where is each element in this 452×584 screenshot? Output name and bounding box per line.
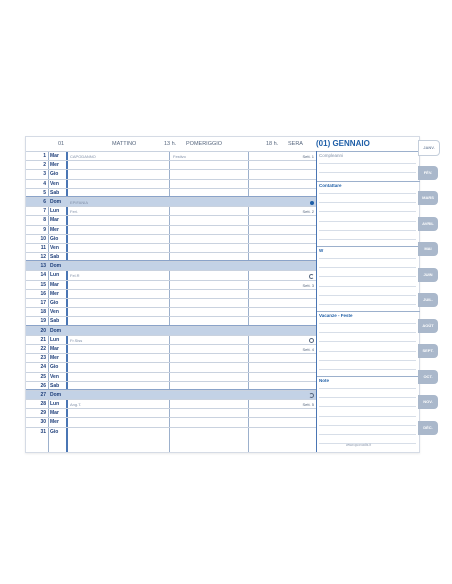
section-w: [317, 246, 420, 312]
writing-line: [319, 351, 416, 352]
writing-line: [319, 267, 416, 268]
day-saint: Feri.: [70, 209, 78, 215]
day-row[interactable]: [26, 280, 316, 289]
writing-line: [319, 276, 416, 277]
week-number: Sett. 4: [302, 346, 314, 352]
day-row[interactable]: [26, 270, 316, 279]
month-tab[interactable]: MARS: [418, 191, 438, 205]
month-tab[interactable]: JUIN: [418, 268, 438, 282]
day-name: Ven: [50, 309, 59, 316]
day-saint: Fel.R: [70, 273, 80, 279]
day-row[interactable]: [26, 408, 316, 417]
day-number: 12: [40, 254, 46, 261]
day-row[interactable]: [26, 188, 316, 197]
day-row[interactable]: [26, 243, 316, 252]
header-pomeriggio: POMERIGGIO: [186, 141, 223, 147]
day-number: 4: [43, 180, 46, 187]
day-number: 29: [40, 410, 46, 417]
day-number: 26: [40, 382, 46, 389]
day-number: 20: [40, 327, 46, 334]
day-row[interactable]: [26, 381, 316, 390]
day-number: 25: [40, 373, 46, 380]
month-title: (01) GENNAIO: [316, 139, 370, 148]
day-row[interactable]: [26, 326, 316, 335]
contattare-label: Contattare: [319, 183, 342, 188]
day-row[interactable]: [26, 362, 316, 371]
day-name: Gio: [50, 300, 59, 306]
day-name: Lun: [50, 208, 60, 215]
header-sera: SERA: [288, 141, 303, 147]
day-row[interactable]: [26, 215, 316, 224]
month-tab[interactable]: AOÛT: [418, 319, 438, 333]
vacanze-label: Vacanze - Feste: [319, 313, 353, 318]
writing-line: [319, 202, 416, 203]
month-tab[interactable]: SEPT.: [418, 344, 438, 358]
day-row[interactable]: [26, 298, 316, 307]
day-name: Mar: [50, 345, 59, 352]
day-name: Gio: [50, 235, 59, 242]
day-name: Gio: [50, 364, 59, 371]
day-row[interactable]: [26, 316, 316, 325]
day-row[interactable]: [26, 399, 316, 408]
writing-line: [319, 332, 416, 333]
month-tab[interactable]: AVRIL: [418, 217, 438, 231]
day-number: 24: [40, 364, 46, 371]
day-number: 11: [40, 244, 46, 251]
writing-line: [319, 360, 416, 361]
day-number: 17: [40, 300, 46, 306]
day-number: 14: [40, 272, 46, 279]
day-number: 1: [43, 153, 46, 159]
day-row[interactable]: [26, 261, 316, 270]
day-name: Dom: [50, 327, 62, 334]
day-number: 10: [40, 235, 46, 242]
month-tab[interactable]: OCT.: [418, 370, 438, 384]
day-row[interactable]: [26, 372, 316, 381]
writing-line: [319, 286, 416, 287]
day-row[interactable]: [26, 335, 316, 344]
day-name: Mar: [50, 410, 59, 417]
week-number: Sett. 5: [302, 402, 314, 408]
day-name: Mer: [50, 290, 59, 297]
day-name: Mar: [50, 153, 59, 159]
day-number: 3: [43, 171, 46, 178]
day-number: 30: [40, 419, 46, 426]
day-name: Dom: [50, 198, 62, 205]
day-number: 23: [40, 355, 46, 362]
day-number: 31: [40, 428, 46, 435]
writing-line: [319, 341, 416, 342]
writing-line: [319, 425, 416, 426]
day-row[interactable]: [26, 417, 316, 426]
day-row[interactable]: [26, 252, 316, 261]
day-number: 16: [40, 290, 46, 297]
section-compleanni: [317, 151, 420, 182]
day-number: 28: [40, 401, 46, 408]
day-number: 6: [43, 198, 46, 205]
day-number: 9: [43, 226, 46, 233]
day-number: 13: [40, 263, 46, 270]
header-18h: 18 h.: [266, 141, 279, 147]
day-number: 5: [43, 189, 46, 196]
day-name: Dom: [50, 263, 62, 270]
week-number: Sett. 3: [302, 282, 314, 288]
writing-line: [319, 258, 416, 259]
day-row[interactable]: [26, 225, 316, 234]
day-extra: Festivo: [173, 154, 186, 159]
month-tab[interactable]: FÉV.: [418, 166, 438, 180]
day-name: Mer: [50, 162, 59, 169]
footer-url: www.quovadis.it: [346, 443, 372, 447]
writing-line: [319, 163, 416, 164]
day-row[interactable]: [26, 169, 316, 178]
w-label: W: [319, 248, 324, 253]
day-row[interactable]: [26, 353, 316, 362]
day-row[interactable]: [26, 179, 316, 188]
day-row[interactable]: [26, 234, 316, 243]
note-label: Note: [319, 378, 329, 383]
days-grid: [26, 151, 316, 436]
writing-line: [319, 295, 416, 296]
day-name: Mer: [50, 419, 59, 426]
month-tab[interactable]: JANV.: [418, 140, 440, 156]
day-name: Gio: [50, 428, 59, 435]
day-row[interactable]: [26, 390, 316, 399]
writing-line: [319, 221, 416, 222]
week-number: Sett. 1: [302, 154, 314, 159]
day-saint: Fr.Siss: [70, 337, 83, 343]
day-name: Mer: [50, 355, 59, 362]
section-contattare: [317, 181, 420, 247]
day-number: 22: [40, 345, 46, 352]
header-13h: 13 h.: [164, 141, 177, 147]
writing-line: [319, 388, 416, 389]
section-note: [317, 376, 420, 453]
writing-line: [319, 416, 416, 417]
day-name: Gio: [50, 171, 59, 178]
day-name: Sab: [50, 318, 60, 325]
day-number: 15: [40, 281, 46, 288]
day-row[interactable]: [26, 151, 316, 160]
day-name: Ven: [50, 180, 59, 187]
day-number: 27: [40, 391, 46, 398]
writing-line: [319, 239, 416, 240]
week-number: Sett. 2: [302, 209, 314, 215]
writing-line: [319, 323, 416, 324]
day-row[interactable]: [26, 427, 316, 436]
day-name: Sab: [50, 189, 60, 196]
header-month-number: 01: [58, 141, 65, 147]
day-number: 19: [40, 318, 46, 325]
writing-line: [319, 397, 416, 398]
writing-line: [319, 434, 416, 435]
writing-line: [319, 230, 416, 231]
day-saint: EPIFANIA: [70, 199, 89, 205]
day-number: 21: [40, 336, 46, 343]
month-tab[interactable]: NOV.: [418, 395, 438, 409]
day-name: Mar: [50, 281, 59, 288]
writing-line: [319, 406, 416, 407]
day-row[interactable]: [26, 160, 316, 169]
writing-line: [319, 369, 416, 370]
day-name: Sab: [50, 254, 60, 261]
day-name: Lun: [50, 336, 60, 343]
day-name: Mar: [50, 217, 59, 224]
writing-line: [319, 211, 416, 212]
agenda-page: [25, 136, 420, 453]
writing-line: [319, 172, 416, 173]
compleanni-label: Compleanni: [319, 153, 344, 158]
day-row[interactable]: [26, 344, 316, 353]
day-number: 2: [43, 162, 46, 169]
writing-line: [319, 304, 416, 305]
day-row[interactable]: [26, 206, 316, 215]
section-vacanze: [317, 311, 420, 377]
day-saint: CAPODANNO: [70, 154, 96, 159]
day-number: 7: [43, 208, 46, 215]
month-tab[interactable]: JUIL.: [418, 293, 438, 307]
day-number: 8: [43, 217, 46, 224]
writing-line: [319, 193, 416, 194]
month-tab[interactable]: DÉC.: [418, 421, 438, 435]
day-number: 18: [40, 309, 46, 316]
month-tab[interactable]: MAI: [418, 242, 438, 256]
day-name: Lun: [50, 272, 60, 279]
header-mattino: MATTINO: [112, 141, 137, 147]
right-panel: [316, 151, 420, 452]
day-name: Ven: [50, 244, 59, 251]
day-name: Lun: [50, 401, 60, 408]
day-row[interactable]: [26, 307, 316, 316]
day-saint: Ang.T.: [70, 402, 82, 408]
day-name: Ven: [50, 373, 59, 380]
day-name: Mer: [50, 226, 59, 233]
day-row[interactable]: [26, 197, 316, 206]
day-row[interactable]: [26, 289, 316, 298]
day-name: Dom: [50, 391, 62, 398]
day-name: Sab: [50, 382, 60, 389]
